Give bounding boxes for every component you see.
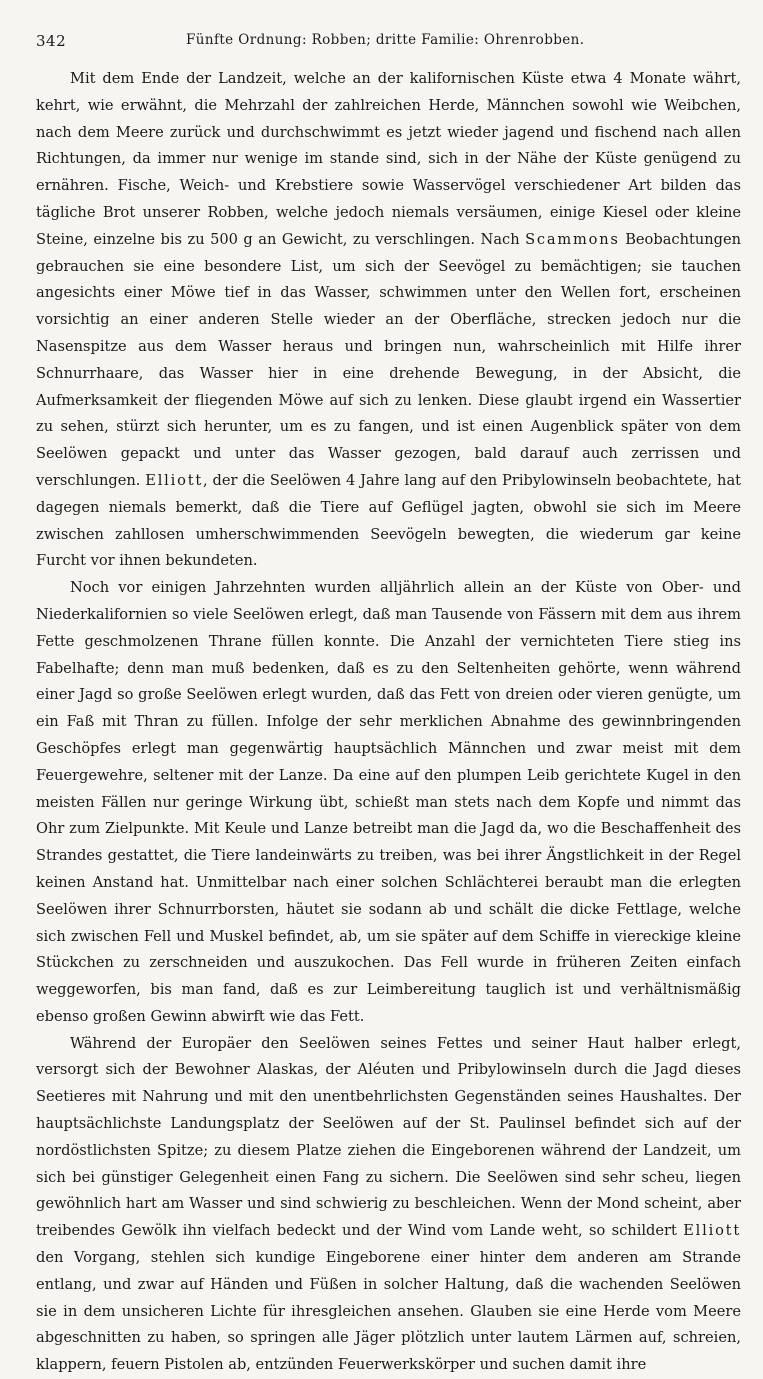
page-number: 342 [36, 32, 67, 50]
paragraph-2 [36, 575, 741, 1031]
paragraph-1 [36, 66, 741, 575]
text-run: den Vorgang, stehlen sich kundige Eingeborene einer hinter dem anderen am Strande entlang, und zwar auf Händen und Füßen in solcher Haltung, daß die wachenden Seelöwen sie in dem unsicheren Lichte für ihresgleichen ansehen. Glauben sie eine Herde vom Meere abgeschnitten zu haben, so springen alle Jäger plötzlich unter lautem Lärmen auf, schreien, klappern, feuern Pistolen ab, entzünden Feuerwerkskörper und suchen damit ihre [36, 1249, 741, 1374]
text-run: Beobachtungen gebrauchen sie eine besondere List, um sich der Seevögel zu bemächtigen; sie tauchen angesichts einer Möwe tief in das Wasser, schwimmen unter den Wellen fort, erscheinen vorsichtig an einer anderen Stelle wieder an der Oberfläche, strecken jedoch nur die Nasenspitze aus dem Wasser heraus und bringen nun, wahrscheinlich mit Hilfe ihrer Schnurrhaare, das Wasser hier in eine drehende Bewegung, in der Absicht, die Aufmerksamkeit der fliegenden Möwe auf sich zu lenken. Diese glaubt irgend ein Wassertier zu sehen, stürzt sich herunter, um es zu fangen, und ist einen Augenblick später von dem Seelöwen gepackt und unter das Wasser gezogen, bald darauf auch zerrissen und verschlungen. [36, 230, 742, 489]
running-title: Fünfte Ordnung: Robben; dritte Familie: Ohrenrobben. [186, 32, 585, 48]
text-run: Während der Europäer den Seelöwen seines Fettes und seiner Haut halber erlegt, versorgt sich der Bewohner Alaskas, der Aléuten und Pribylowinseln durch die Jagd dieses Seetieres mit Nahrung und mit den unentbehrlichsten Gegenständen seines Haushaltes. Der hauptsächlichste Landungsplatz der Seelöwen auf der St. Paulinsel befindet sich auf der nordöstlichsten Spitze; zu diesem Platze ziehen die Eingeborenen während der Landzeit, um sich bei günstiger Gelegenheit einen Fang zu sichern. Die Seelöwen sind sehr scheu, liegen gewöhnlich hart am Wasser und sind schwierig zu beschleichen. Wenn der Mond scheint, aber treibendes Gewölk ihn vielfach bedeckt und der Wind vom Lande weht, so schildert [36, 1034, 741, 1240]
text-run: , der die Seelöwen 4 Jahre lang auf den Pribylowinseln beobachtete, hat dagegen niemals bemerkt, daß die Tiere auf Geflügel jagten, obwohl sie sich im Meere zwischen zahllosen umherschwimmenden Seevögeln bewegten, die wiederum gar keine Furcht vor ihnen bekundeten. [36, 471, 742, 570]
book-page [36, 30, 742, 1374]
author-name-elliott: Elliott [683, 1222, 741, 1240]
body-text [36, 66, 741, 1379]
author-name-elliott: Elliott [145, 471, 204, 489]
paragraph-3 [36, 1031, 741, 1379]
author-name-scammon: Scammons [525, 230, 620, 248]
running-header [36, 30, 741, 56]
text-run: Noch vor einigen Jahrzehnten wurden alljährlich allein an der Küste von Ober- und Niederkalifornien so viele Seelöwen erlegt, daß man Tausende von Fässern mit dem aus ihrem Fette geschmolzenen Thrane füllen konnte. Die Anzahl der vernichteten Tiere stieg ins Fabelhafte; denn man muß bedenken, daß es zu den Seltenheiten gehörte, wenn während einer Jagd so große Seelöwen erlegt wurden, daß das Fett von dreien oder vieren genügte, um ein Faß mit Thran zu füllen. Infolge der sehr merklichen Abnahme des gewinnbringenden Geschöpfes erlegt man gegenwärtig hauptsächlich Männchen und zwar meist mit dem Feuergewehre, seltener mit der Lanze. Da eine auf den plumpen Leib gerichtete Kugel in den meisten Fällen nur geringe Wirkung übt, schießt man stets nach dem Kopfe und nimmt das Ohr zum Zielpunkte. Mit Keule und Lanze betreibt man die Jagd da, wo die Beschaffenheit des Strandes gestattet, die Tiere landeinwärts zu treiben, was bei ihrer Ängstlichkeit in der Regel keinen Anstand hat. Unmittelbar nach einer solchen Schlächterei beraubt man die erlegten Seelöwen ihrer Schnurrborsten, häutet sie sodann ab und schält die dicke Fettlage, welche sich zwischen Fell und Muskel befindet, ab, um sie später auf dem Schiffe in viereckige kleine Stückchen zu zerschneiden und auszukochen. Das Fell wurde in früheren Zeiten einfach weggeworfen, bis man fand, daß es zur Leimbereitung tauglich ist und verhältnismäßig ebenso großen Gewinn abwirft wie das Fett. [36, 579, 741, 1025]
text-run: Mit dem Ende der Landzeit, welche an der kalifornischen Küste etwa 4 Monate währt, kehrt, wie erwähnt, die Mehrzahl der zahlreichen Herde, Männchen sowohl wie Weibchen, nach dem Meere zurück und durchschwimmt es jetzt wieder jagend und fischend nach allen Richtungen, da immer nur wenige im stande sind, sich in der Nähe der Küste genügend zu ernähren. Fische, Weich- und Krebstiere sowie Wasservögel verschiedener Art bilden das tägliche Brot unserer Robben, welche jedoch niemals versäumen, einige Kiesel oder kleine Steine, einzelne bis zu 500 g an Gewicht, zu verschlingen. Nach [36, 70, 741, 248]
